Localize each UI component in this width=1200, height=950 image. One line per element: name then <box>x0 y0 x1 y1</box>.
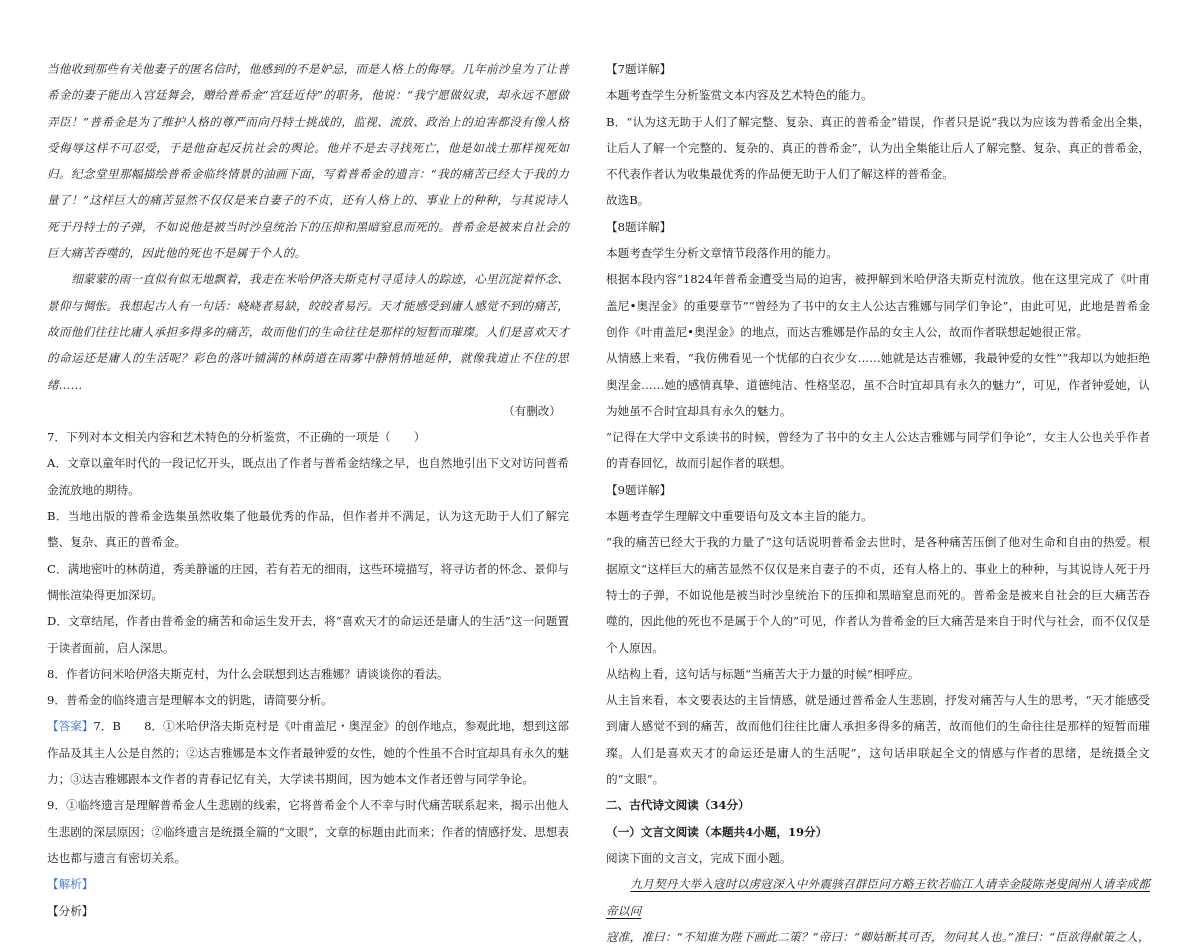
option-a: A．文章以童年时代的一段记忆开头，既点出了作者与普希金结缘之早，也自然地引出下文对访问普希金流放地的期待。 <box>47 456 569 497</box>
detail-9-line-4: 从主旨来看，本文要表达的主旨情感，就是通过普希金人生悲剧，抒发对痛苦与人生的思考，“天才能感受到庸人感觉不到的痛苦，故而他们往往比庸人承担多得多的痛苦，故而他们的生命往往是那样的短暂而璀璨。人们是喜欢天才的命运还是庸人的生活呢”，这句话串联起全文的情感与作者的思绪，是统摄全文的“文眼”。 <box>606 693 1150 787</box>
right-column <box>606 56 1150 950</box>
detail-7-label: 【7题详解】 <box>606 62 672 76</box>
detail-9-line-3: 从结构上看，这句话与标题“当痛苦大于力量的时候”相呼应。 <box>606 666 920 681</box>
subsection-title: （一）文言文阅读（本题共4小题，19分） <box>606 824 828 839</box>
answer-block <box>47 713 569 792</box>
detail-8-line-2: 根据本段内容“1824年普希金遭受当局的迫害，被押解到米哈伊洛夫斯克村流放。他在这里完成了《叶甫盖尼•奥涅金》的重要章节”“曾经为了书中的女主人公达吉雅娜与同学们争论”，由此可见，此地是普希金创作《叶甫盖尼•奥涅金》的地点，而达吉雅娜是作品的女主人公，故而作者联想起她很正常。 <box>606 272 1150 339</box>
analysis-label: 【解析】 <box>47 877 94 892</box>
passage-paragraph-1: 当他收到那些有关他妻子的匿名信时，他感到的不是妒忌，而是人格上的侮辱。几年前沙皇为了让普希金的妻子能出入宫廷舞会，赠给普希金“宫廷近侍”的职务，他说：“我宁愿做奴隶，却永远不愿做弄臣！”普希金是为了维护人格的尊严而向丹特士挑战的，监视、流放、政治上的迫害都没有像人格受侮辱这样不可忍受，于是他奋起反抗社会的舆论。他并不是去寻找死亡，他是如战士那样视死如归。纪念堂里那幅描绘普希金临终情景的油画下面，写着普希金的遗言：“我的痛苦已经大于我的力量了！”这样巨大的痛苦显然不仅仅是来自妻子的不贞，还有人格上的、事业上的种种，与其说诗人死于丹特士的子弹，不如说他是被当时沙皇统治下的压抑和黑暗窒息而死的。普希金是被来自社会的巨大痛苦吞噬的，因此他的死也不是属于个人的。 <box>47 62 569 261</box>
classical-text-line-1: 九月契丹大举入寇时以虏寇深入中外震骇召群臣问方略王钦若临江人请幸金陵陈尧叟阆州人请幸成都帝以问 <box>606 877 1150 918</box>
detail-9-line-1: 本题考查学生理解文中重要语句及文本主旨的能力。 <box>606 509 873 524</box>
option-b: B．当地出版的普希金选集虽然收集了他最优秀的作品，但作者并不满足，认为这无助于人们了解完整、复杂、真正的普希金。 <box>47 509 569 550</box>
answer-label: 【答案】 <box>47 719 94 734</box>
classical-text-line-2: 寇准，准曰：“不知谁为陛下画此二策？”帝曰：“卿姑断其可否，勿问其人也。”准曰：“臣欲得献策之人， <box>606 929 1150 944</box>
detail-8-line-4: “记得在大学中文系读书的时候，曾经为了书中的女主人公达吉雅娜与同学们争论”，女主人公也关乎作者的青春回忆，故而引起作者的联想。 <box>606 430 1150 471</box>
question-7: 7．下列对本文相关内容和艺术特色的分析鉴赏，不正确的一项是（ ） <box>47 430 426 445</box>
detail-9-label: 【9题详解】 <box>606 482 672 497</box>
detail-8-line-3: 从情感上来看，“我仿佛看见一个忧郁的白衣少女……她就是达吉雅娜，我最钟爱的女性”“我却以为她拒绝奥涅金……她的感情真挚、道德纯洁、性格坚忍，虽不合时宜却具有永久的魅力”，可见，作者钟爱她，认为她虽不合时宜却具有永久的魅力。 <box>606 351 1150 418</box>
left-column <box>47 56 569 924</box>
option-c: C．满地密叶的林荫道，秀美静谧的庄园，若有若无的细雨，这些环境描写，将寻访者的怀念、景仰与惆怅渲染得更加深切。 <box>47 561 569 602</box>
question-9: 9．普希金的临终遗言是理解本文的钥匙，请简要分析。 <box>47 693 333 708</box>
detail-7-line-3: 故选B。 <box>606 193 650 208</box>
answer-text: 7．B 8．①米哈伊洛夫斯克村是《叶甫盖尼・奥涅金》的创作地点，参观此地，想到这部作品及其主人公是自然的；②达吉雅娜是本文作者最钟爱的女性，她的个性虽不合时宜却具有永久的魅力；③达吉雅娜跟本文作者的青春记忆有关，大学读书期间，因为她本文作者还曾与同学争论。 <box>47 719 569 787</box>
answer-9: 9．①临终遗言是理解普希金人生悲剧的线索，它将普希金个人不幸与时代痛苦联系起来，揭示出他人生悲剧的深层原因；②临终遗言是统摄全篇的“文眼”，文章的标题由此而来；作者的情感抒发、思想表达也都与遗言有密切关系。 <box>47 798 569 865</box>
abridged-note: （有删改） <box>503 403 561 418</box>
option-d: D．文章结尾，作者由普希金的痛苦和命运生发开去，将“喜欢天才的命运还是庸人的生活”这一问题置于读者面前，启人深思。 <box>47 614 569 655</box>
detail-7-line-2: B．“认为这无助于人们了解完整、复杂、真正的普希金”错误，作者只是说“我以为应该为普希金出全集，让后人了解一个完整的、复杂的、真正的普希金”，认为出全集能让后人了解完整、复杂、真正的普希金，不代表作者认为收集最优秀的作品便无助于人们了解这样的普希金。 <box>606 114 1150 182</box>
section-title: 二、古代诗文阅读（34分） <box>606 798 750 813</box>
detail-8-line-1: 本题考查学生分析文章情节段落作用的能力。 <box>606 246 838 261</box>
reading-instruction: 阅读下面的文言文，完成下面小题。 <box>606 850 792 865</box>
passage-paragraph-2: 细蒙蒙的雨一直似有似无地飘着，我走在米哈伊洛夫斯克村寻觅诗人的踪迹，心里沉淀着怀念、景仰与惆怅。我想起古人有一句话：峣峣者易缺，皎皎者易污。天才能感受到庸人感觉不到的痛苦，故而他们往往比庸人承担多得多的痛苦，故而他们的生命往往是那样的短暂而璀璨。人们是喜欢天才的命运还是庸人的生活呢？彩色的落叶铺满的林荫道在雨雾中静悄悄地延伸，就像我道止不住的思绪…… <box>47 272 569 392</box>
detail-7-line-1: 本题考查学生分析鉴赏文本内容及艺术特色的能力。 <box>606 88 873 103</box>
detail-9-line-2: “我的痛苦已经大于我的力量了”这句话说明普希金去世时，是各种痛苦压倒了他对生命和自由的热爱。根据原文“这样巨大的痛苦显然不仅仅是来自妻子的不贞，还有人格上的、事业上的种种，与其说诗人死于丹特士的子弹，不如说他是被当时沙皇统治下的压抑和黑暗窒息而死的。普希金是被来自社会的巨大痛苦吞噬的，因此他的死也不是属于个人的”可见，作者认为普希金的巨大痛苦是来自于时代与社会，而不仅仅是个人原因。 <box>606 535 1150 655</box>
fenxi-label: 【分析】 <box>47 903 94 918</box>
detail-8-label: 【8题详解】 <box>606 219 672 234</box>
question-8: 8．作者访问米哈伊洛夫斯克村，为什么会联想到达吉雅娜？请谈谈你的看法。 <box>47 666 449 681</box>
